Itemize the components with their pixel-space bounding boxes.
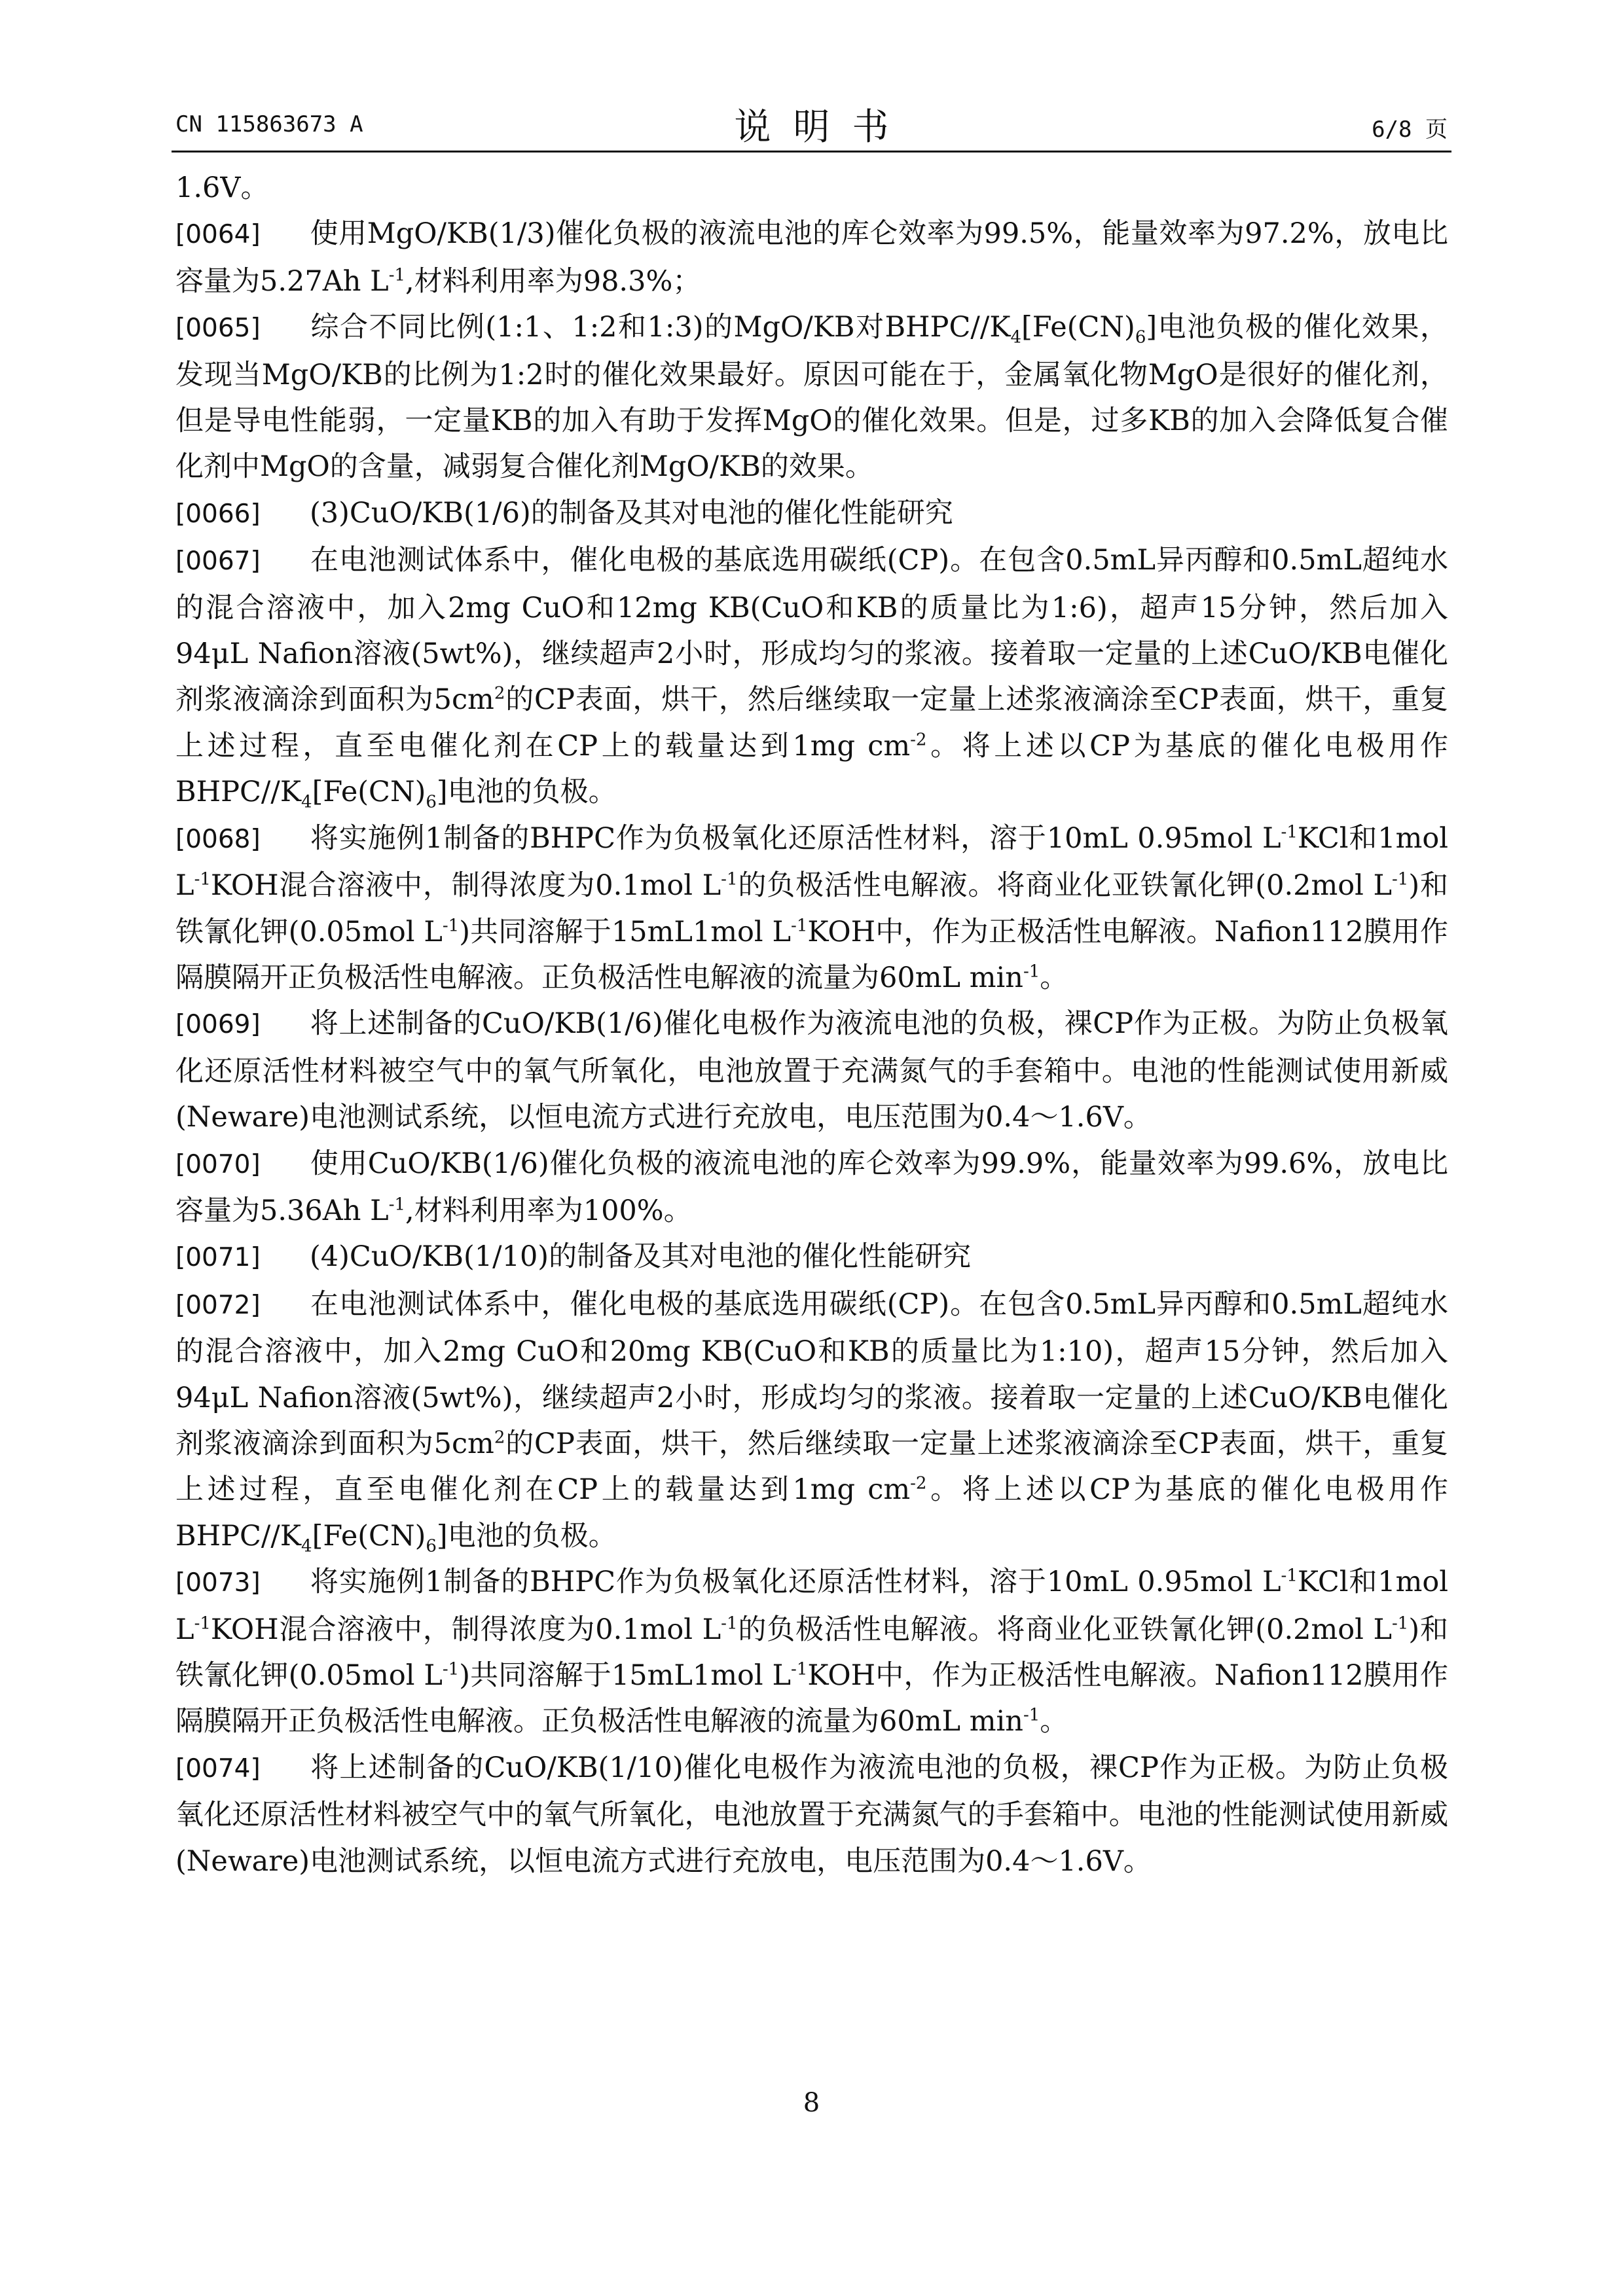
document-body bbox=[175, 165, 1448, 1884]
paragraph-text: 将实施例1制备的BHPC作为负极氧化还原活性材料，溶于10mL 0.95mol $L^{-1}KCl$和1mol $L^{-1}KOH$混合溶液中，制得浓度为0.1mol $L^{-1}$的负极活性电解液。将商业化亚铁氰化钾(0.2mol $L^{-1}$)和铁氰化钾(0.05mol $L^{-1}$)共同溶解于15mL1mol $L^{-1}KOH$中，作为正极活性电解液。Nafion112膜用作隔膜隔开正负极活性电解液。正负极活性电解液的流量为60mL $\min^{-1}$。 bbox=[175, 821, 1448, 994]
page-number: 8 bbox=[803, 2088, 820, 2118]
paragraph-text: 将上述制备的CuO/KB(1/10)催化电极作为液流电池的负极，裸CP作为正极。为防止负极氧化还原活性材料被空气中的氧气所氧化，电池放置于充满氮气的手套箱中。电池的性能测试使用新威(Neware)电池测试系统，以恒电流方式进行充放电，电压范围为0.4～1.6V。 bbox=[175, 1751, 1448, 1878]
paragraph-number: [0071] bbox=[175, 1243, 261, 1273]
paragraph-number: [0064] bbox=[175, 220, 261, 250]
paragraph bbox=[175, 1559, 1448, 1745]
paragraph-text: 将实施例1制备的BHPC作为负极氧化还原活性材料，溶于10mL 0.95mol $L^{-1}KCl$和1mol $L^{-1}KOH$混合溶液中，制得浓度为0.1mol $L^{-1}$的负极活性电解液。将商业化亚铁氰化钾(0.2mol $L^{-1}$)和铁氰化钾(0.05mol $L^{-1}$)共同溶解于15mL1mol $L^{-1}KOH$中，作为正极活性电解液。Nafion112膜用作隔膜隔开正负极活性电解液。正负极活性电解液的流量为60mL $\min^{-1}$。 bbox=[175, 1566, 1448, 1738]
paragraph-number: [0074] bbox=[175, 1753, 261, 1784]
paragraph bbox=[175, 490, 1448, 537]
paragraph-text: (3)CuO/KB(1/6)的制备及其对电池的催化性能研究 bbox=[310, 496, 953, 529]
paragraph-text: 使用MgO/KB(1/3)催化负极的液流电池的库仑效率为99.5%，能量效率为97.2%，放电比容量为5.27Ah $L^{-1}$,材料利用率为98.3%； bbox=[175, 217, 1448, 298]
paragraph bbox=[175, 1001, 1448, 1140]
paragraph bbox=[175, 1141, 1448, 1234]
paragraph bbox=[175, 304, 1448, 490]
paragraph bbox=[175, 1745, 1448, 1884]
paragraph-number: [0067] bbox=[175, 547, 261, 577]
paragraph bbox=[175, 816, 1448, 1001]
patent-number: CN 115863673 A bbox=[175, 111, 363, 137]
paragraph-text: 使用CuO/KB(1/6)催化负极的液流电池的库仑效率为99.9%，能量效率为99.6%，放电比容量为5.36Ah $L^{-1}$,材料利用率为100%。 bbox=[175, 1147, 1448, 1227]
paragraph-number: [0066] bbox=[175, 499, 261, 529]
paragraph-number: [0070] bbox=[175, 1149, 261, 1179]
paragraph-text: (4)CuO/KB(1/10)的制备及其对电池的催化性能研究 bbox=[310, 1240, 972, 1274]
header-rule bbox=[172, 151, 1451, 152]
document-title: 说明书 bbox=[734, 106, 911, 149]
paragraph-number: [0068] bbox=[175, 824, 261, 854]
paragraph-number: [0065] bbox=[175, 314, 261, 344]
paragraph bbox=[175, 1234, 1448, 1281]
paragraph-text: 综合不同比例(1:1、1:2和1:3)的MgO/KB对BHPC/$/K_4[Fe(CN)_6]$电池负极的催化效果，发现当MgO/KB的比例为1:2时的催化效果最好。原因可能在于，金属氧化物MgO是很好的催化剂，但是导电性能弱，一定量KB的加入有助于发挥MgO的催化效果。但是，过多KB的加入会降低复合催化剂中MgO的含量，减弱复合催化剂MgO/KB的效果。 bbox=[175, 311, 1448, 484]
paragraph-number: [0069] bbox=[175, 1010, 261, 1040]
paragraph-number: [0073] bbox=[175, 1568, 261, 1598]
paragraph-text: 将上述制备的CuO/KB(1/6)催化电极作为液流电池的负极，裸CP作为正极。为防止负极氧化还原活性材料被空气中的氧气所氧化，电池放置于充满氮气的手套箱中。电池的性能测试使用新威(Neware)电池测试系统，以恒电流方式进行充放电，电压范围为0.4～1.6V。 bbox=[175, 1007, 1448, 1134]
paragraph bbox=[175, 537, 1448, 815]
paragraph bbox=[175, 1282, 1448, 1559]
paragraph-text: 在电池测试体系中，催化电极的基底选用碳纸(CP)。在包含0.5mL异丙醇和0.5mL超纯水的混合溶液中，加入2mg CuO和20mg KB(CuO和KB的质量比为1:10)，超声15分钟，然后加入94μL Nafion溶液(5wt%)，继续超声2小时，形成均匀的浆液。接着取一定量的上述CuO/KB电催化剂浆液滴涂到面积为$5cm^2$的CP表面，烘干，然后继续取一定量上述浆液滴涂至CP表面，烘干，重复上述过程，直至电催化剂在CP上的载量达到1mg $cm^{-2}$。将上述以CP为基底的催化电极用作BHPC/$/K_4[Fe(CN)_6]$电池的负极。 bbox=[175, 1287, 1449, 1556]
paragraph-text: 1.6V。 bbox=[175, 171, 269, 204]
paragraph bbox=[175, 211, 1448, 304]
paragraph-text: 在电池测试体系中，催化电极的基底选用碳纸(CP)。在包含0.5mL异丙醇和0.5mL超纯水的混合溶液中，加入2mg CuO和12mg KB(CuO和KB的质量比为1:6)，超声15分钟，然后加入94μL Nafion溶液(5wt%)，继续超声2小时，形成均匀的浆液。接着取一定量的上述CuO/KB电催化剂浆液滴涂到面积为$5cm^2$的CP表面，烘干，然后继续取一定量上述浆液滴涂至CP表面，烘干，重复上述过程，直至电催化剂在CP上的载量达到1mg $cm^{-2}$。将上述以CP为基底的催化电极用作BHPC/$/K_4[Fe(CN)_6]$电池的负极。 bbox=[175, 544, 1449, 812]
paragraph-number: [0072] bbox=[175, 1290, 261, 1320]
paragraph bbox=[175, 165, 1448, 211]
page-indicator: 6/8 页 bbox=[1372, 117, 1448, 143]
